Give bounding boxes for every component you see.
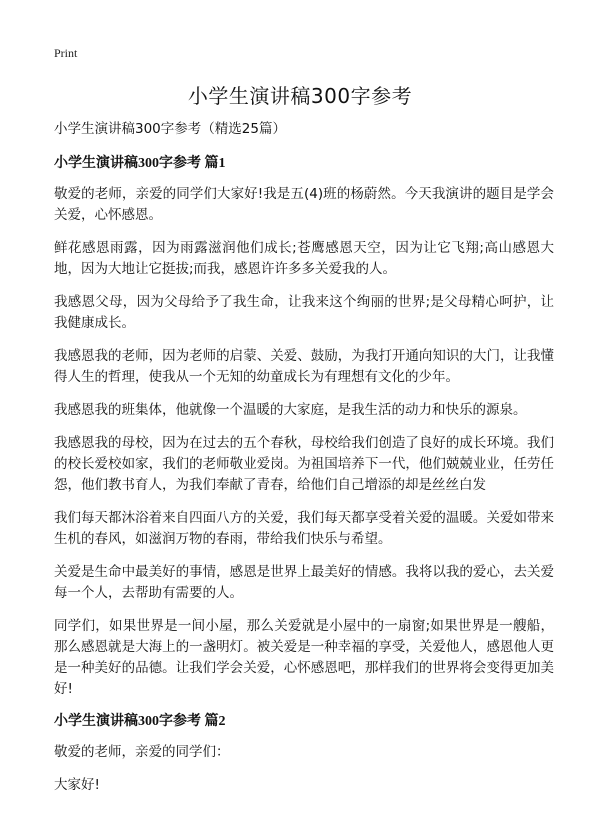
paragraph: 我感恩我的班集体，他就像一个温暖的大家庭，是我生活的动力和快乐的源泉。 bbox=[54, 402, 527, 418]
section-heading: 小学生演讲稿300字参考 篇1 bbox=[54, 156, 226, 171]
paragraph: 大家好! bbox=[54, 777, 100, 793]
section-2 bbox=[54, 712, 554, 796]
section-heading: 小学生演讲稿300字参考 篇2 bbox=[54, 714, 226, 729]
paragraph: 我感恩父母，因为父母给予了我生命，让我来这个绚丽的世界;是父母精心呵护，让我健康成长。 bbox=[54, 294, 554, 331]
paragraph: 敬爱的老师，亲爱的同学们： bbox=[54, 744, 230, 760]
paragraph: 同学们，如果世界是一间小屋，那么关爱就是小屋中的一扇窗;如果世界是一艘船，那么感恩就是大海上的一盏明灯。被关爱是一种幸福的享受，关爱他人，感恩他人更是一种美好的品德。让我们学会关爱，心怀感恩吧，那样我们的世界将会变得更加美好! bbox=[54, 618, 554, 697]
paragraph: 鲜花感恩雨露，因为雨露滋润他们成长;苍鹰感恩天空，因为让它飞翔;高山感恩大地，因为大地让它挺拔;而我，感恩许许多多关爱我的人。 bbox=[54, 240, 554, 277]
section-1 bbox=[54, 154, 554, 700]
document-title: 小学生演讲稿300字参考 bbox=[187, 84, 413, 108]
paragraph: 我感恩我的母校，因为在过去的五个春秋，母校给我们创造了良好的成长环境。我们的校长爱校如家，我们的老师敬业爱岗。为祖国培养下一代，他们兢兢业业，任劳任怨，他们教书育人，为我们奉献了青春，给他们自己增添的却是丝丝白发 bbox=[54, 435, 554, 493]
paragraph: 我们每天都沐浴着来自四面八方的关爱，我们每天都享受着关爱的温暖。关爱如带来生机的春风，如滋润万物的春雨，带给我们快乐与希望。 bbox=[54, 510, 554, 547]
paragraph: 关爱是生命中最美好的事情，感恩是世界上最美好的情感。我将以我的爱心，去关爱每一个人，去帮助有需要的人。 bbox=[54, 564, 554, 601]
document-body bbox=[54, 118, 554, 808]
paragraph: 我感恩我的老师，因为老师的启蒙、关爱、鼓励，为我打开通向知识的大门，让我懂得人生的哲理，使我从一个无知的幼童成长为有理想有文化的少年。 bbox=[54, 348, 554, 385]
paragraph: 敬爱的老师，亲爱的同学们大家好!我是五(4)班的杨蔚然。今天我演讲的题目是学会关爱，心怀感恩。 bbox=[54, 186, 554, 223]
document-subtitle: 小学生演讲稿300字参考（精选25篇） bbox=[54, 121, 286, 137]
print-link[interactable]: Print bbox=[54, 46, 78, 60]
